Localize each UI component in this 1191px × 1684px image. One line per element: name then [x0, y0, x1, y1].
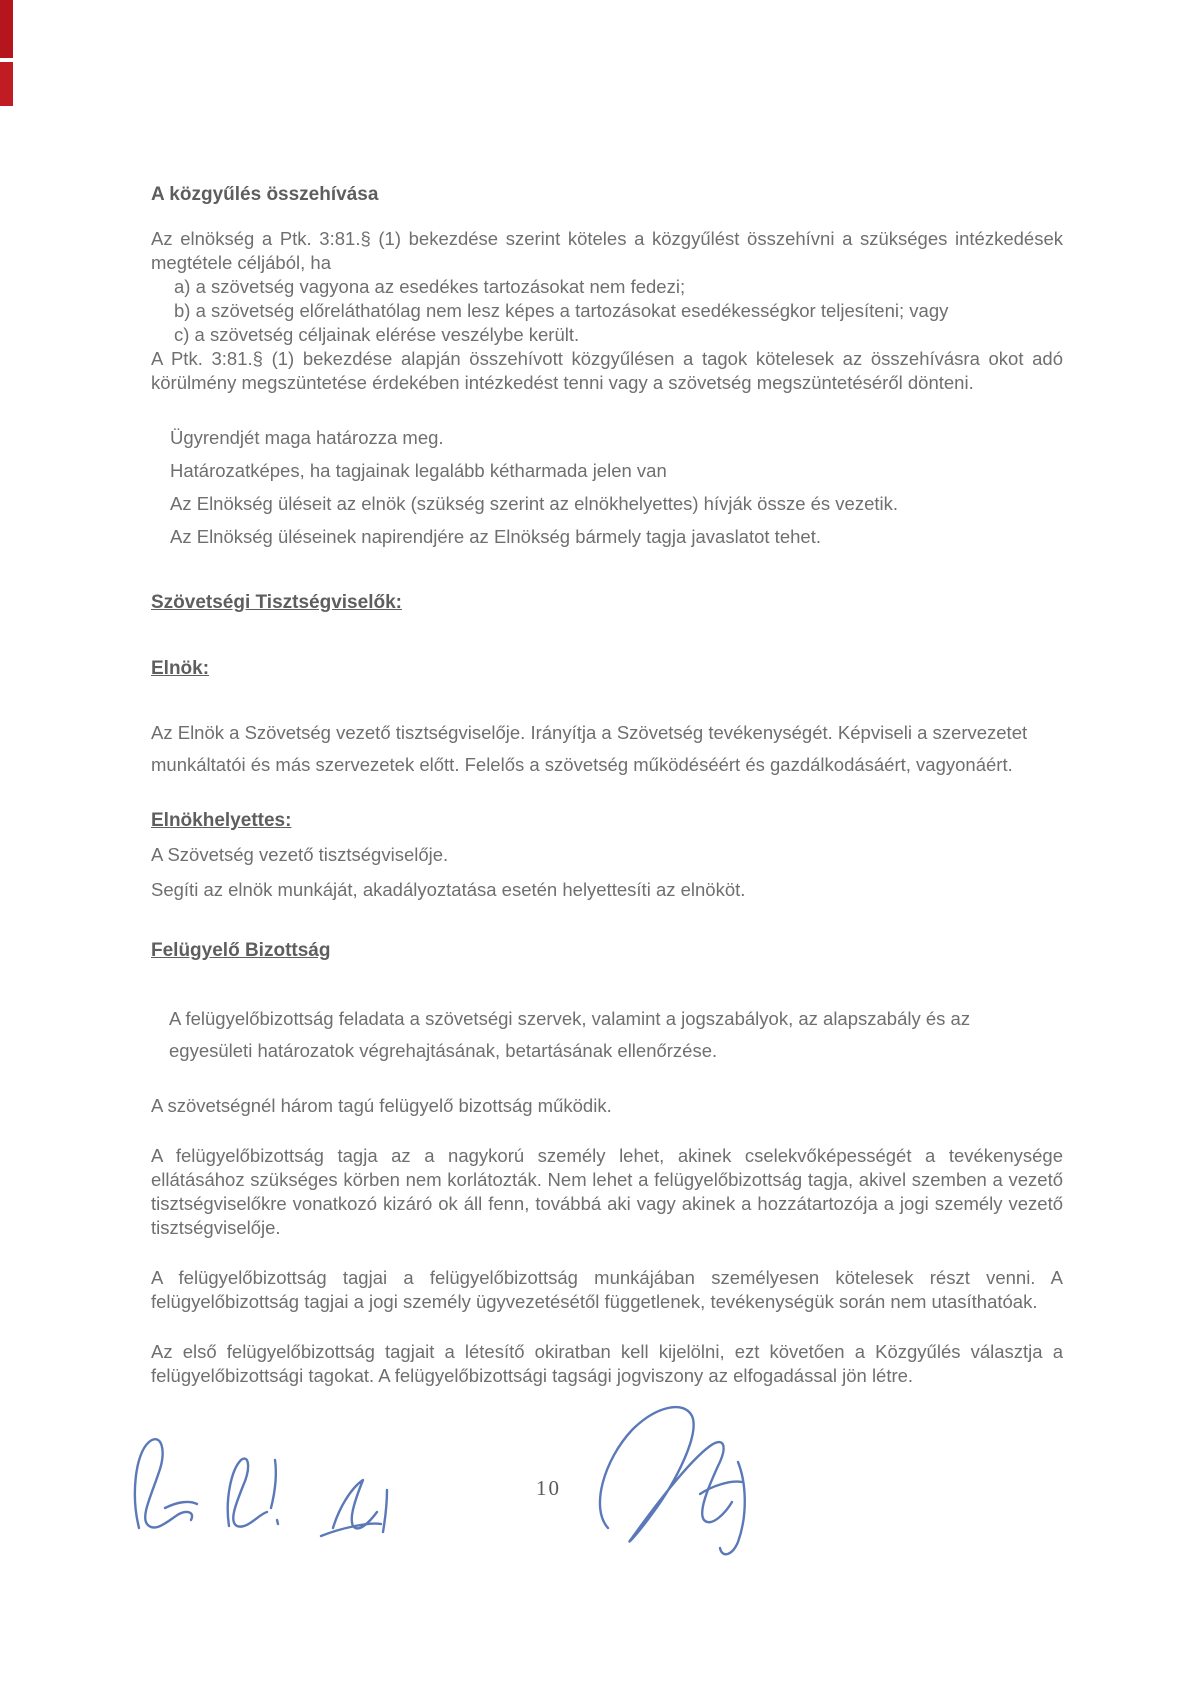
heading-federation-officials: Szövetségi Tisztségviselők:: [151, 592, 402, 613]
presidency-rules-block: [151, 426, 1063, 549]
list-item-a: a) a szövetség vagyona az esedékes tartozásokat nem fedezi;: [174, 276, 686, 297]
para-convene-intro: Az elnökség a Ptk. 3:81.§ (1) bekezdése szerint köteles a közgyűlést összehívni a szükséges intézkedések megtétele céljából, ha: [151, 228, 1063, 273]
heading-vice-president: Elnökhelyettes:: [151, 810, 292, 831]
para-president-role: Az Elnök a Szövetség vezető tisztségviselője. Irányítja a Szövetség tevékenységét. Képviseli a szervezetet munkáltatói és más szervezetek előtt. Felelős a szövetség működéséért és gazdálkodásáért, vagyonáért.: [151, 722, 1028, 775]
rule-line: Ügyrendjét maga határozza meg.: [170, 427, 444, 448]
para-supervisory-participation: A felügyelőbizottság tagjai a felügyelőbizottság munkájában személyesen kötelesek részt venni. A felügyelőbizottság tagjai a jogi személy ügyvezetésétől függetlenek, tevékenységük során nem utasíthatóak.: [151, 1267, 1063, 1312]
para-supervisory-eligibility: A felügyelőbizottság tagja az a nagykorú személy lehet, akinek cselekvőképességét a tevékenysége ellátásához szükséges körben nem korlátozták. Nem lehet a felügyelőbizottság tagja, akivel szemben a vezető tisztségviselőkre vonatkozó kizáró ok áll fenn, továbbá aki vagy akinek a hozzátartozója a jogi személy vezető tisztségviselője.: [151, 1145, 1063, 1238]
page-number: 10: [536, 1476, 561, 1500]
rule-line: Határozatképes, ha tagjainak legalább kétharmada jelen van: [170, 460, 667, 481]
para-vp-line2: Segíti az elnök munkáját, akadályoztatása esetén helyettesíti az elnököt.: [151, 879, 746, 900]
heading-president: Elnök:: [151, 658, 210, 679]
heading-convene-assembly: A közgyűlés összehívása: [151, 184, 379, 205]
page-content: [151, 183, 1063, 1388]
rule-line: Az Elnökség üléseinek napirendjére az Elnökség bármely tagja javaslatot tehet.: [170, 526, 821, 547]
para-supervisory-members: A szövetségnél három tagú felügyelő bizottság működik.: [151, 1095, 612, 1116]
list-item-b: b) a szövetség előreláthatólag nem lesz képes a tartozásokat esedékességkor teljesíteni; vagy: [174, 300, 949, 321]
para-vp-line1: A Szövetség vezető tisztségviselője.: [151, 844, 449, 865]
heading-supervisory-board: Felügyelő Bizottság: [151, 940, 331, 961]
rule-line: Az Elnökség üléseit az elnök (szükség szerint az elnökhelyettes) hívják össze és vezetik.: [170, 493, 899, 514]
convene-conditions-list: [151, 275, 1063, 347]
signature-left: [125, 1416, 415, 1556]
para-supervisory-duty: A felügyelőbizottság feladata a szövetségi szervek, valamint a jogszabályok, az alapszabály és az egyesületi határozatok végrehajtásának, betartásának ellenőrzése.: [169, 1008, 971, 1061]
scan-edge-red-artifact-lower: [0, 62, 13, 106]
signature-row: [0, 1398, 1191, 1568]
signature-right: [580, 1398, 780, 1563]
para-supervisory-first-members: Az első felügyelőbizottság tagjait a létesítő okiratban kell kijelölni, ezt követően a Közgyűlés választja a felügyelőbizottsági tagokat. A felügyelőbizottsági tagsági jogviszony az elfogadással jön létre.: [151, 1341, 1063, 1386]
scan-edge-red-artifact: [0, 0, 13, 58]
list-item-c: c) a szövetség céljainak elérése veszélybe került.: [174, 324, 580, 345]
para-convene-duty: A Ptk. 3:81.§ (1) bekezdése alapján összehívott közgyűlésen a tagok kötelesek az összehívásra okot adó körülmény megszüntetése érdekében intézkedést tenni vagy a szövetség megszüntetéséről dönteni.: [151, 348, 1063, 393]
